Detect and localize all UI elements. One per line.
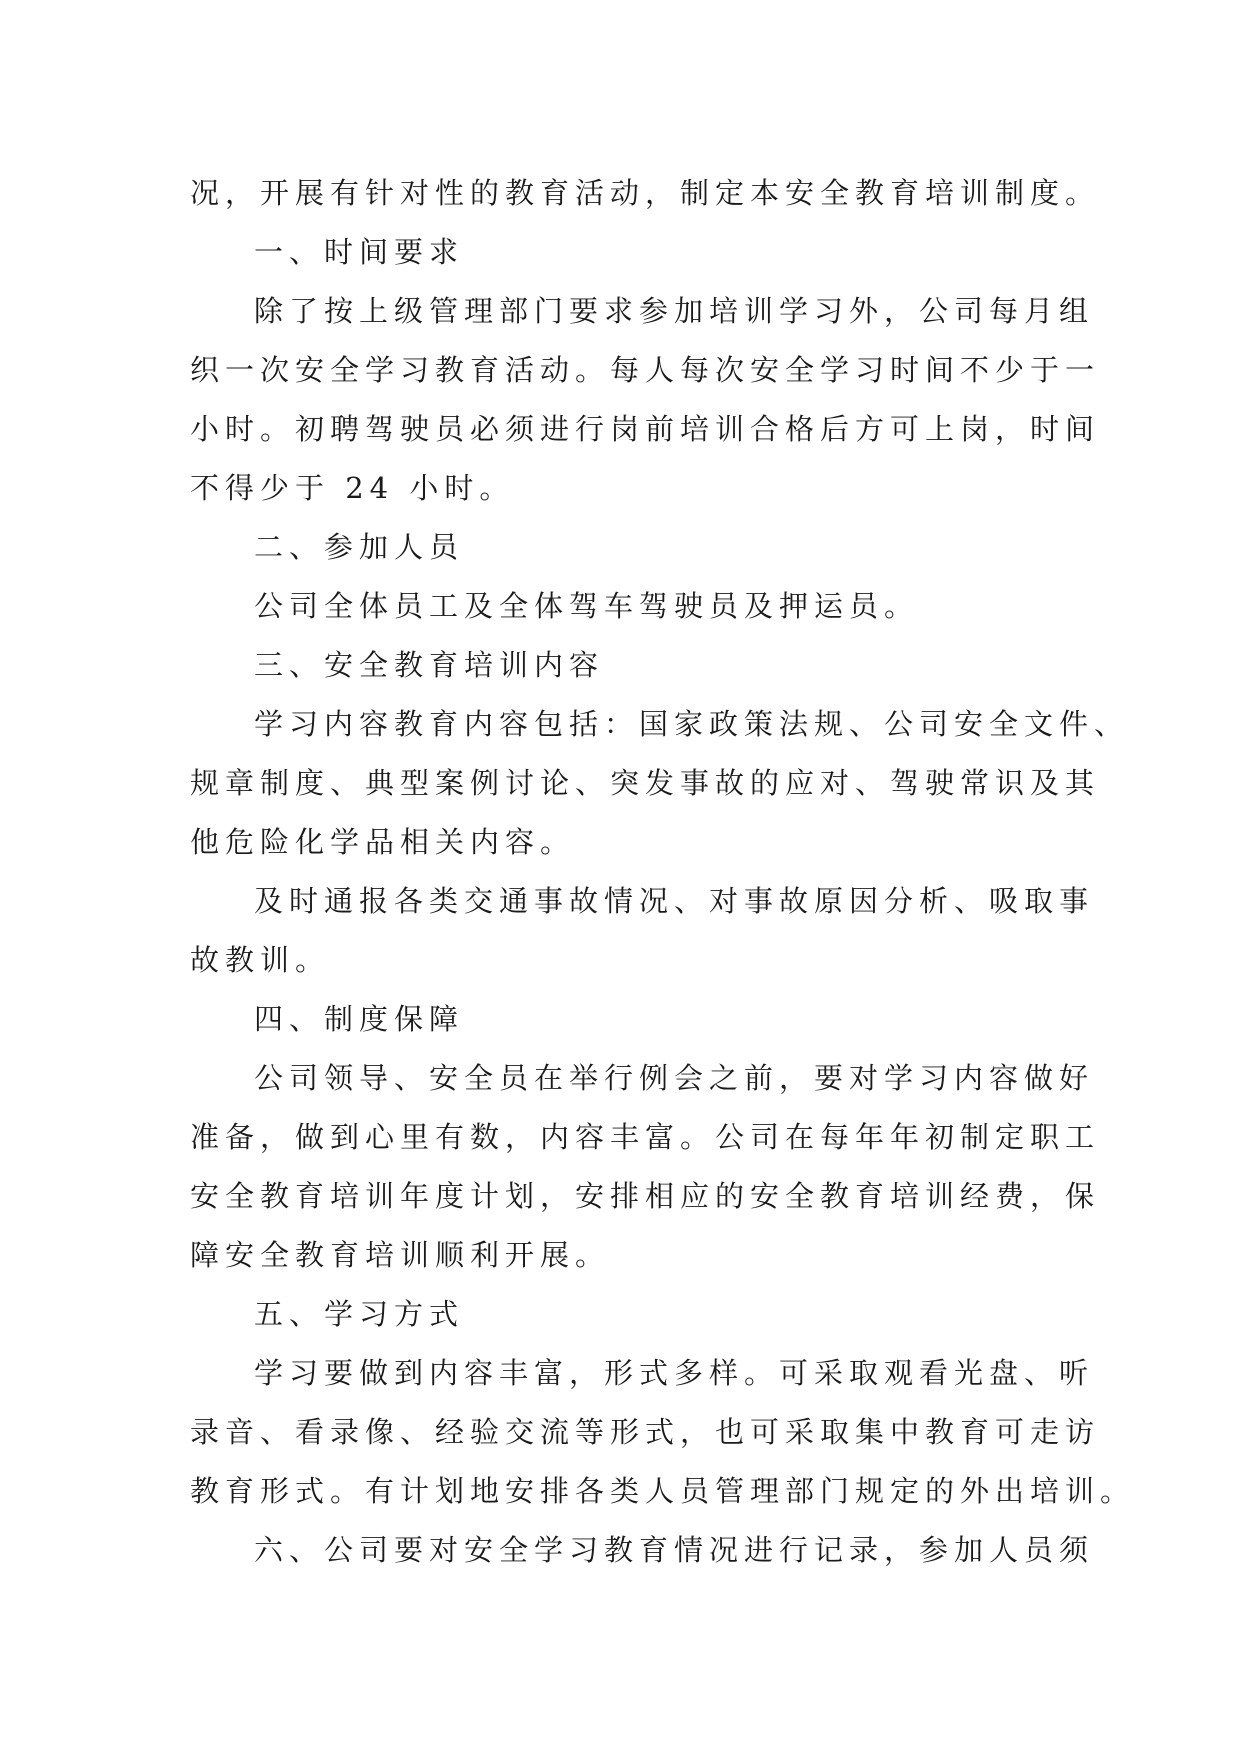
text-line: 安全教育培训年度计划，安排相应的安全教育培训经费，保 [190,1179,1101,1213]
text-line: 织一次安全学习教育活动。每人每次安全学习时间不少于一 [190,353,1101,387]
text-line: 规章制度、典型案例讨论、突发事故的应对、驾驶常识及其 [190,766,1101,800]
text-line: 教育形式。有计划地安排各类人员管理部门规定的外出培训。 [190,1474,1136,1508]
text-line: 一、时间要求 [254,235,465,269]
text-line: 准备，做到心里有数，内容丰富。公司在每年年初制定职工 [190,1120,1101,1154]
text-line: 四、制度保障 [254,1002,465,1036]
text-line: 学习内容教育内容包括：国家政策法规、公司安全文件、 [254,707,1130,741]
text-line: 不得少于 24 小时。 [190,471,515,505]
text-line: 录音、看录像、经验交流等形式，也可采取集中教育可走访 [190,1415,1101,1449]
text-line: 三、安全教育培训内容 [254,648,605,682]
text-line: 他危险化学品相关内容。 [190,825,576,859]
text-line: 公司全体员工及全体驾车驾驶员及押运员。 [254,589,920,623]
text-line: 及时通报各类交通事故情况、对事故原因分析、吸取事 [254,884,1095,918]
text-line: 二、参加人员 [254,530,465,564]
text-line: 学习要做到内容丰富，形式多样。可采取观看光盘、听 [254,1356,1095,1390]
text-line: 五、学习方式 [254,1297,465,1331]
text-line: 小时。初聘驾驶员必须进行岗前培训合格后方可上岗，时间 [190,412,1101,446]
text-line: 障安全教育培训顺利开展。 [190,1238,611,1272]
text-line: 除了按上级管理部门要求参加培训学习外，公司每月组 [254,294,1095,328]
text-line: 故教训。 [190,943,331,977]
document-body [190,164,1136,1580]
text-line: 公司领导、安全员在举行例会之前，要对学习内容做好 [254,1061,1095,1095]
text-line: 六、公司要对安全学习教育情况进行记录，参加人员须 [254,1533,1095,1567]
text-line: 况，开展有针对性的教育活动，制定本安全教育培训制度。 [190,176,1101,210]
